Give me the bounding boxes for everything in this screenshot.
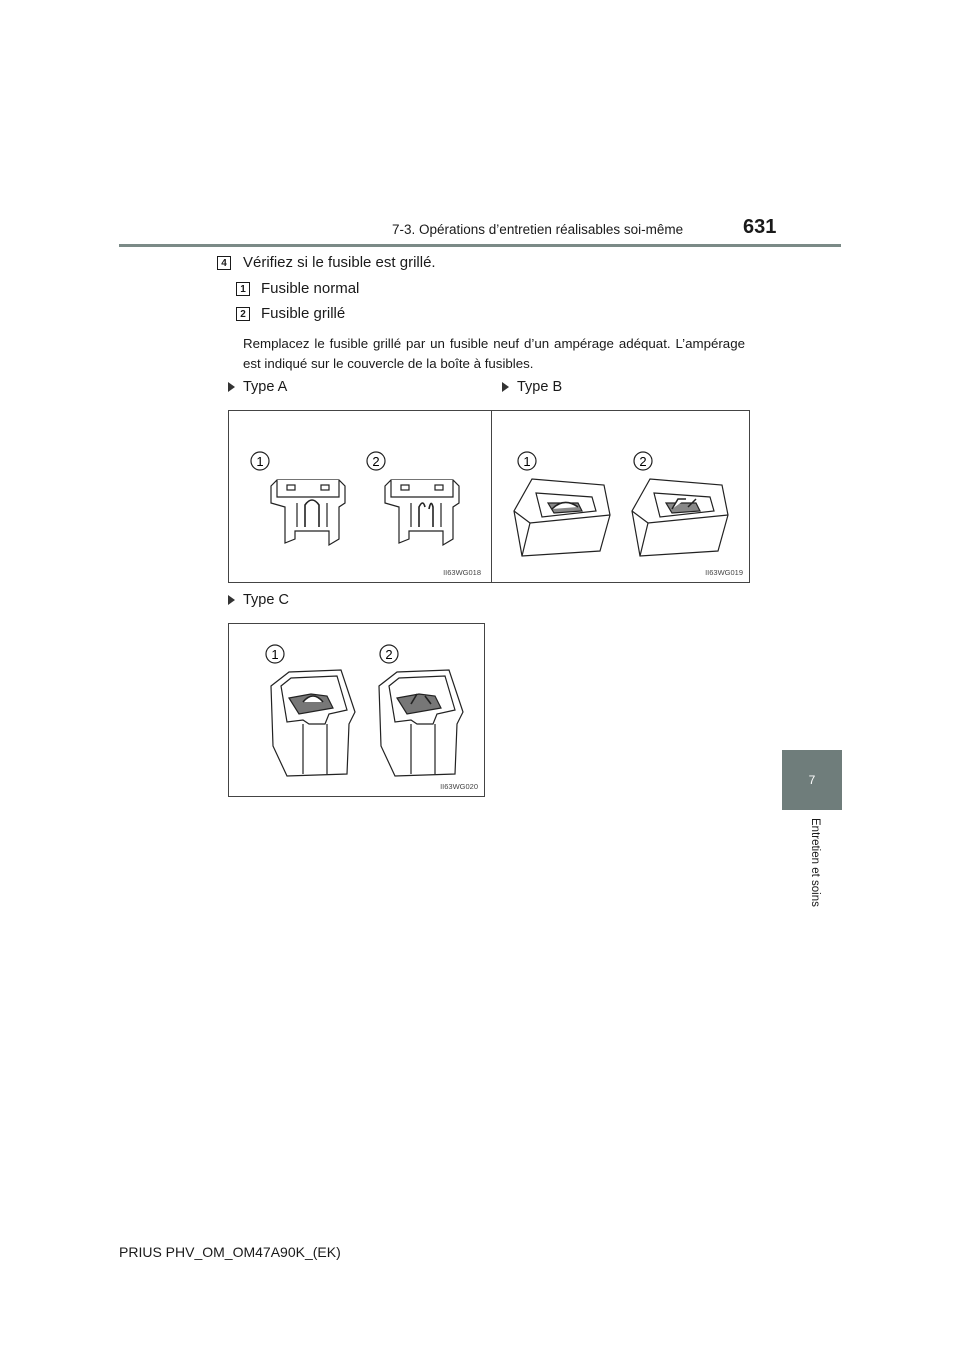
figure-type-a (228, 410, 492, 583)
step-text: Vérifiez si le fusible est grillé. (243, 254, 436, 271)
normal-fuse-shape (271, 480, 345, 545)
item-number-badge: 1 (236, 282, 250, 296)
callout-2: 2 (385, 647, 393, 662)
fuse-type-c-illustration (229, 624, 484, 796)
callout-2: 2 (372, 454, 380, 469)
item-label-normal: Fusible normal (261, 280, 360, 297)
page-number: 631 (743, 216, 777, 238)
type-label-text: Type B (517, 379, 563, 395)
normal-block-fuse-shape (271, 670, 355, 776)
item-number-badge: 2 (236, 307, 250, 321)
callout-2: 2 (639, 454, 647, 469)
document-code: PRIUS PHV_OM_OM47A90K_(EK) (119, 1244, 341, 1260)
fuse-type-a-illustration (229, 411, 491, 582)
figure-type-c (228, 623, 485, 797)
section-title: 7-3. Opérations d’entretien réalisables soi-même (392, 222, 684, 237)
step-number-badge: 4 (217, 256, 231, 270)
blown-fuse-shape (385, 480, 459, 545)
triangle-bullet-icon (228, 382, 235, 392)
figure-code: II63WG020 (440, 782, 478, 791)
blown-cartridge-fuse-shape (632, 479, 728, 556)
type-label-text: Type A (243, 379, 288, 395)
callout-1: 1 (256, 454, 264, 469)
fuse-type-b-illustration (492, 411, 749, 582)
header-rule (119, 244, 841, 247)
figure-type-b (491, 410, 750, 583)
item-label-blown: Fusible grillé (261, 305, 346, 322)
blown-block-fuse-shape (379, 670, 463, 776)
callout-1: 1 (271, 647, 279, 662)
figure-code: II63WG018 (443, 568, 481, 577)
figure-code: II63WG019 (705, 568, 743, 577)
triangle-bullet-icon (228, 595, 235, 605)
type-a-label (228, 379, 287, 395)
normal-cartridge-fuse-shape (514, 479, 610, 556)
chapter-tab (782, 750, 842, 810)
replacement-note: Remplacez le fusible grillé par un fusible neuf d’un ampérage adéquat. L’ampérage est indiqué sur le couvercle de la boîte à fusibles. (243, 336, 745, 371)
type-c-label (228, 592, 289, 608)
triangle-bullet-icon (502, 382, 509, 392)
chapter-number: 7 (808, 773, 816, 787)
type-b-label (502, 379, 562, 395)
type-label-text: Type C (243, 592, 289, 608)
callout-1: 1 (523, 454, 531, 469)
chapter-title: Entretien et soins (809, 818, 821, 907)
